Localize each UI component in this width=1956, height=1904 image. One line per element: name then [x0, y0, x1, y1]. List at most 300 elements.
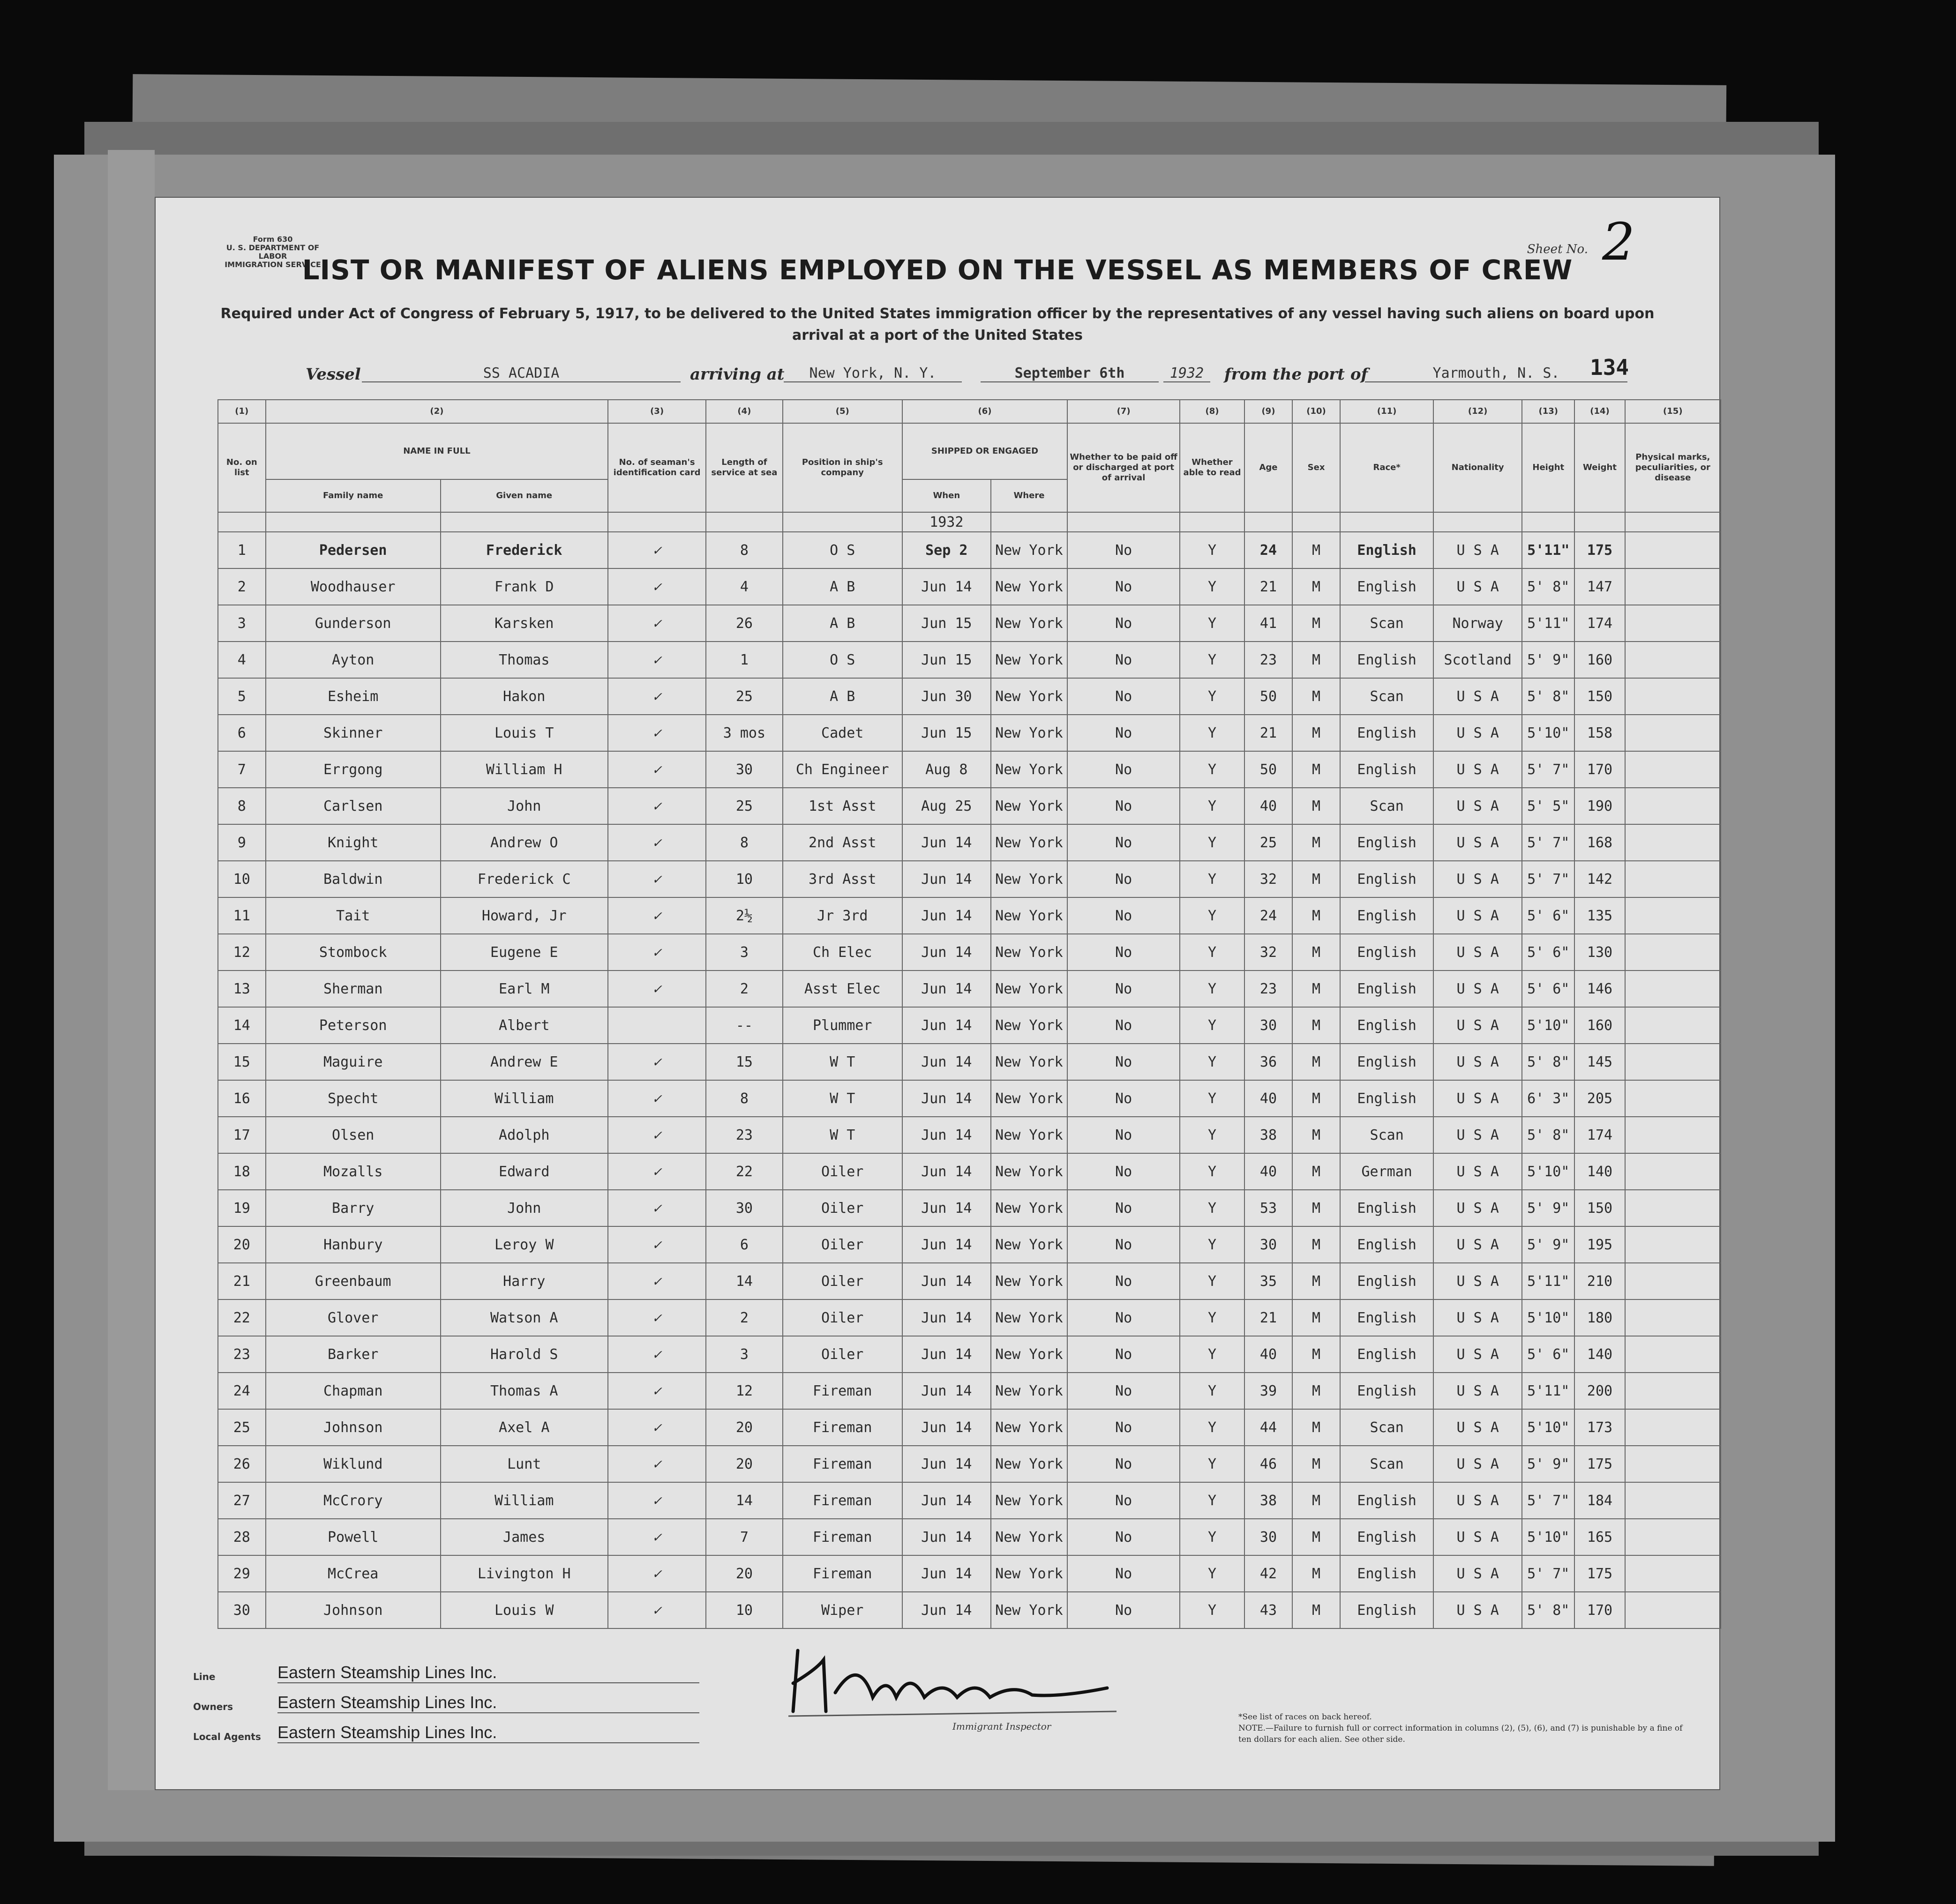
- edge: [156, 1555, 218, 1592]
- physical-marks: [1625, 934, 1721, 971]
- able-to-read: Y: [1180, 1555, 1244, 1592]
- nationality: Scotland: [1433, 642, 1522, 678]
- nationality: U S A: [1433, 1519, 1522, 1555]
- race: English: [1340, 1336, 1433, 1373]
- race: English: [1340, 1592, 1433, 1628]
- sex: M: [1292, 1482, 1340, 1519]
- weight: 175: [1574, 1446, 1625, 1482]
- physical-marks: [1625, 824, 1721, 861]
- weight: 135: [1574, 897, 1625, 934]
- age: 41: [1244, 605, 1292, 642]
- vessel-info-line: [306, 359, 1665, 388]
- physical-marks: [1625, 1299, 1721, 1336]
- shipped-when: Jun 14: [902, 1592, 991, 1628]
- paid-off: No: [1067, 824, 1180, 861]
- table-row: [156, 532, 1721, 568]
- position: Ch Engineer: [783, 751, 902, 788]
- nationality: U S A: [1433, 1592, 1522, 1628]
- shipped-where: New York: [991, 751, 1067, 788]
- family-name: Hanbury: [266, 1226, 441, 1263]
- edge: [156, 1190, 218, 1226]
- able-to-read: Y: [1180, 605, 1244, 642]
- physical-marks: [1625, 1117, 1721, 1153]
- vessel-label: Vessel: [306, 365, 361, 384]
- race: English: [1340, 1080, 1433, 1117]
- header-race: Race*: [1340, 423, 1433, 512]
- table-row: [156, 1482, 1721, 1519]
- edge: [156, 1373, 218, 1409]
- col-number: (15): [1625, 400, 1721, 423]
- edge: [156, 824, 218, 861]
- edge: [156, 1299, 218, 1336]
- height: 5' 8": [1522, 1044, 1574, 1080]
- row-number: 30: [218, 1592, 266, 1628]
- race: Scan: [1340, 1446, 1433, 1482]
- age: 35: [1244, 1263, 1292, 1299]
- col-number: (6): [902, 400, 1067, 423]
- position: Oiler: [783, 1226, 902, 1263]
- able-to-read: Y: [1180, 1044, 1244, 1080]
- length-of-service: 12: [706, 1373, 782, 1409]
- nationality: U S A: [1433, 1555, 1522, 1592]
- age: 24: [1244, 532, 1292, 568]
- sex: M: [1292, 1373, 1340, 1409]
- length-of-service: 10: [706, 1592, 782, 1628]
- physical-marks: [1625, 1482, 1721, 1519]
- owners-label: Owners: [193, 1701, 233, 1712]
- physical-marks: [1625, 1153, 1721, 1190]
- row-number: 13: [218, 971, 266, 1007]
- height: 5' 5": [1522, 788, 1574, 824]
- paid-off: No: [1067, 1153, 1180, 1190]
- length-of-service: 6: [706, 1226, 782, 1263]
- paid-off: No: [1067, 1117, 1180, 1153]
- nationality: U S A: [1433, 1336, 1522, 1373]
- table-row: [156, 1153, 1721, 1190]
- race: English: [1340, 568, 1433, 605]
- family-name: Olsen: [266, 1117, 441, 1153]
- vessel-name: SS ACADIA: [362, 365, 681, 382]
- id-card-check: ✓: [608, 1446, 706, 1482]
- family-name: Specht: [266, 1080, 441, 1117]
- length-of-service: 10: [706, 861, 782, 897]
- row-number: 10: [218, 861, 266, 897]
- table-row: [156, 1226, 1721, 1263]
- paid-off: No: [1067, 1409, 1180, 1446]
- shipped-when: Jun 14: [902, 824, 991, 861]
- able-to-read: Y: [1180, 1336, 1244, 1373]
- physical-marks: [1625, 861, 1721, 897]
- line-value: Eastern Steamship Lines Inc.: [277, 1663, 699, 1683]
- header-length-service: Length of service at sea: [706, 423, 782, 512]
- table-row: [156, 1555, 1721, 1592]
- paid-off: No: [1067, 1263, 1180, 1299]
- footer-line-row: [193, 1655, 709, 1685]
- position: Cadet: [783, 715, 902, 751]
- able-to-read: Y: [1180, 971, 1244, 1007]
- physical-marks: [1625, 1044, 1721, 1080]
- given-name: John: [441, 788, 608, 824]
- row-number: 20: [218, 1226, 266, 1263]
- nationality: U S A: [1433, 568, 1522, 605]
- length-of-service: 4: [706, 568, 782, 605]
- edge: [156, 1409, 218, 1446]
- table-row: [156, 1190, 1721, 1226]
- id-card-check: ✓: [608, 1592, 706, 1628]
- edge: [156, 971, 218, 1007]
- edge: [156, 1592, 218, 1628]
- col-number: (9): [1244, 400, 1292, 423]
- id-card-check: ✓: [608, 861, 706, 897]
- shipped-when: Jun 15: [902, 715, 991, 751]
- weight: 170: [1574, 1592, 1625, 1628]
- edge: [156, 715, 218, 751]
- position: Oiler: [783, 1336, 902, 1373]
- shipped-where: New York: [991, 1592, 1067, 1628]
- sex: M: [1292, 1226, 1340, 1263]
- height: 5'10": [1522, 1299, 1574, 1336]
- nationality: U S A: [1433, 751, 1522, 788]
- form-id: Form 630 U. S. DEPARTMENT OF LABOR IMMIGRATION SERVICE: [225, 235, 321, 269]
- given-name: Thomas A: [441, 1373, 608, 1409]
- age: 50: [1244, 678, 1292, 715]
- length-of-service: --: [706, 1007, 782, 1044]
- sheet-total: 134: [1590, 355, 1629, 380]
- table-row: [156, 605, 1721, 642]
- line-label: Line: [193, 1671, 216, 1682]
- header-sex: Sex: [1292, 423, 1340, 512]
- row-number: 27: [218, 1482, 266, 1519]
- position: 2nd Asst: [783, 824, 902, 861]
- age: 40: [1244, 1153, 1292, 1190]
- height: 5'11": [1522, 605, 1574, 642]
- given-name: William: [441, 1482, 608, 1519]
- binding-margin: [108, 150, 155, 1790]
- shipped-where: New York: [991, 605, 1067, 642]
- sex: M: [1292, 824, 1340, 861]
- length-of-service: 3: [706, 934, 782, 971]
- row-number: 6: [218, 715, 266, 751]
- shipped-when: Jun 14: [902, 1190, 991, 1226]
- given-name: Albert: [441, 1007, 608, 1044]
- table-row: [156, 568, 1721, 605]
- position: Fireman: [783, 1519, 902, 1555]
- sex: M: [1292, 1117, 1340, 1153]
- row-number: 1: [218, 532, 266, 568]
- given-name: Lunt: [441, 1446, 608, 1482]
- age: 23: [1244, 642, 1292, 678]
- footer-agents-row: [193, 1715, 709, 1745]
- edge: [156, 1007, 218, 1044]
- weight: 174: [1574, 1117, 1625, 1153]
- length-of-service: 8: [706, 1080, 782, 1117]
- weight: 175: [1574, 532, 1625, 568]
- given-name: Frederick: [441, 532, 608, 568]
- inspector-label: Immigrant Inspector: [952, 1721, 1051, 1732]
- weight: 165: [1574, 1519, 1625, 1555]
- given-name: Watson A: [441, 1299, 608, 1336]
- shipped-when: Jun 30: [902, 678, 991, 715]
- given-name: Eugene E: [441, 934, 608, 971]
- given-name: Adolph: [441, 1117, 608, 1153]
- height: 5' 7": [1522, 824, 1574, 861]
- edge: [156, 1226, 218, 1263]
- page-title: LIST OR MANIFEST OF ALIENS EMPLOYED ON THE VESSEL AS MEMBERS OF CREW: [302, 254, 1573, 286]
- id-card-check: ✓: [608, 1263, 706, 1299]
- agents-label: Local Agents: [193, 1731, 261, 1742]
- family-name: Gunderson: [266, 605, 441, 642]
- family-name: Barker: [266, 1336, 441, 1373]
- sex: M: [1292, 788, 1340, 824]
- row-number: 29: [218, 1555, 266, 1592]
- sex: M: [1292, 605, 1340, 642]
- shipped-when: Jun 14: [902, 1336, 991, 1373]
- race: English: [1340, 715, 1433, 751]
- age: 21: [1244, 715, 1292, 751]
- age: 43: [1244, 1592, 1292, 1628]
- col-number: (4): [706, 400, 782, 423]
- physical-marks: [1625, 1080, 1721, 1117]
- row-number: 26: [218, 1446, 266, 1482]
- col-number: (11): [1340, 400, 1433, 423]
- shipped-when: Sep 2: [902, 532, 991, 568]
- physical-marks: [1625, 751, 1721, 788]
- shipped-when: Jun 14: [902, 1226, 991, 1263]
- edge: [156, 1519, 218, 1555]
- able-to-read: Y: [1180, 824, 1244, 861]
- sex: M: [1292, 751, 1340, 788]
- edge: [156, 568, 218, 605]
- length-of-service: 14: [706, 1263, 782, 1299]
- nationality: Norway: [1433, 605, 1522, 642]
- position: A B: [783, 678, 902, 715]
- paid-off: No: [1067, 1373, 1180, 1409]
- age: 44: [1244, 1409, 1292, 1446]
- shipped-where: New York: [991, 1409, 1067, 1446]
- id-card-check: ✓: [608, 642, 706, 678]
- table-header: [156, 400, 1721, 532]
- arrival-year: 1932: [1163, 365, 1210, 382]
- able-to-read: Y: [1180, 1409, 1244, 1446]
- given-name: Thomas: [441, 642, 608, 678]
- table-row: [156, 678, 1721, 715]
- physical-marks: [1625, 532, 1721, 568]
- weight: 210: [1574, 1263, 1625, 1299]
- race: English: [1340, 1519, 1433, 1555]
- race: English: [1340, 1044, 1433, 1080]
- race: English: [1340, 751, 1433, 788]
- arriving-label: arriving at: [690, 365, 785, 384]
- weight: 168: [1574, 824, 1625, 861]
- nationality: U S A: [1433, 1117, 1522, 1153]
- shipped-where: New York: [991, 1226, 1067, 1263]
- weight: 184: [1574, 1482, 1625, 1519]
- weight: 140: [1574, 1153, 1625, 1190]
- able-to-read: Y: [1180, 715, 1244, 751]
- sex: M: [1292, 1592, 1340, 1628]
- nationality: U S A: [1433, 1080, 1522, 1117]
- table-row: [156, 1263, 1721, 1299]
- length-of-service: 8: [706, 532, 782, 568]
- sex: M: [1292, 532, 1340, 568]
- paid-off: No: [1067, 1336, 1180, 1373]
- race: English: [1340, 1226, 1433, 1263]
- family-name: Errgong: [266, 751, 441, 788]
- weight: 195: [1574, 1226, 1625, 1263]
- family-name: McCrory: [266, 1482, 441, 1519]
- paid-off: No: [1067, 1519, 1180, 1555]
- id-card-check: ✓: [608, 788, 706, 824]
- race: English: [1340, 1373, 1433, 1409]
- row-number: 24: [218, 1373, 266, 1409]
- family-name: Pedersen: [266, 532, 441, 568]
- id-card-check: ✓: [608, 1117, 706, 1153]
- row-number: 22: [218, 1299, 266, 1336]
- height: 5' 8": [1522, 568, 1574, 605]
- row-number: 7: [218, 751, 266, 788]
- given-name: Louis T: [441, 715, 608, 751]
- paid-off: No: [1067, 897, 1180, 934]
- race: German: [1340, 1153, 1433, 1190]
- position: O S: [783, 642, 902, 678]
- weight: 145: [1574, 1044, 1625, 1080]
- row-number: 18: [218, 1153, 266, 1190]
- id-card-check: ✓: [608, 751, 706, 788]
- sex: M: [1292, 1007, 1340, 1044]
- row-number: 12: [218, 934, 266, 971]
- nationality: U S A: [1433, 897, 1522, 934]
- sex: M: [1292, 1080, 1340, 1117]
- age: 38: [1244, 1117, 1292, 1153]
- age: 40: [1244, 1336, 1292, 1373]
- position: 1st Asst: [783, 788, 902, 824]
- height: 5' 9": [1522, 1226, 1574, 1263]
- sex: M: [1292, 678, 1340, 715]
- able-to-read: Y: [1180, 897, 1244, 934]
- position: W T: [783, 1117, 902, 1153]
- family-name: Greenbaum: [266, 1263, 441, 1299]
- table-row: [156, 1409, 1721, 1446]
- sex: M: [1292, 715, 1340, 751]
- family-name: Chapman: [266, 1373, 441, 1409]
- family-name: Ayton: [266, 642, 441, 678]
- physical-marks: [1625, 971, 1721, 1007]
- given-name: Livington H: [441, 1555, 608, 1592]
- from-port: Yarmouth, N. S.: [1365, 365, 1627, 382]
- id-card-check: ✓: [608, 1044, 706, 1080]
- height: 5'11": [1522, 1373, 1574, 1409]
- sex: M: [1292, 1190, 1340, 1226]
- header-position: Position in ship's company: [783, 423, 902, 512]
- physical-marks: [1625, 642, 1721, 678]
- id-card-check: ✓: [608, 1519, 706, 1555]
- shipped-when: Jun 14: [902, 1446, 991, 1482]
- year-label: 1932: [902, 512, 991, 532]
- position: W T: [783, 1080, 902, 1117]
- id-card-check: ✓: [608, 715, 706, 751]
- row-number: 17: [218, 1117, 266, 1153]
- weight: 130: [1574, 934, 1625, 971]
- age: 40: [1244, 1080, 1292, 1117]
- table-row: [156, 1007, 1721, 1044]
- paid-off: No: [1067, 1592, 1180, 1628]
- able-to-read: Y: [1180, 1482, 1244, 1519]
- weight: 146: [1574, 971, 1625, 1007]
- given-name: Axel A: [441, 1409, 608, 1446]
- paid-off: No: [1067, 1299, 1180, 1336]
- agents-value: Eastern Steamship Lines Inc.: [277, 1723, 699, 1743]
- edge: [156, 751, 218, 788]
- position: W T: [783, 1044, 902, 1080]
- position: A B: [783, 605, 902, 642]
- edge: [156, 1446, 218, 1482]
- row-number: 5: [218, 678, 266, 715]
- weight: 158: [1574, 715, 1625, 751]
- header-able-read: Whether able to read: [1180, 423, 1244, 512]
- length-of-service: 23: [706, 1117, 782, 1153]
- age: 50: [1244, 751, 1292, 788]
- footer-notes: [1238, 1711, 1684, 1745]
- sex: M: [1292, 1409, 1340, 1446]
- able-to-read: Y: [1180, 1263, 1244, 1299]
- weight: 147: [1574, 568, 1625, 605]
- height: 5'10": [1522, 1519, 1574, 1555]
- shipped-when: Jun 14: [902, 1007, 991, 1044]
- col-number: (1): [218, 400, 266, 423]
- able-to-read: Y: [1180, 1373, 1244, 1409]
- able-to-read: Y: [1180, 532, 1244, 568]
- paid-off: No: [1067, 532, 1180, 568]
- shipped-where: New York: [991, 1007, 1067, 1044]
- table-row: [156, 1592, 1721, 1628]
- able-to-read: Y: [1180, 751, 1244, 788]
- family-name: Knight: [266, 824, 441, 861]
- position: Fireman: [783, 1373, 902, 1409]
- table-row: [156, 861, 1721, 897]
- age: 30: [1244, 1226, 1292, 1263]
- age: 30: [1244, 1007, 1292, 1044]
- sex: M: [1292, 1153, 1340, 1190]
- family-name: Wiklund: [266, 1446, 441, 1482]
- nationality: U S A: [1433, 934, 1522, 971]
- shipped-where: New York: [991, 971, 1067, 1007]
- id-card-check: ✓: [608, 1409, 706, 1446]
- col-number: (13): [1522, 400, 1574, 423]
- sex: M: [1292, 1044, 1340, 1080]
- nationality: U S A: [1433, 532, 1522, 568]
- age: 23: [1244, 971, 1292, 1007]
- race: Scan: [1340, 1117, 1433, 1153]
- shipped-where: New York: [991, 1117, 1067, 1153]
- shipped-when: Jun 14: [902, 897, 991, 934]
- paid-off: No: [1067, 605, 1180, 642]
- paid-off: No: [1067, 1007, 1180, 1044]
- header-shipped: SHIPPED OR ENGAGED: [902, 423, 1067, 479]
- table-row: [156, 1336, 1721, 1373]
- family-name: Carlsen: [266, 788, 441, 824]
- able-to-read: Y: [1180, 642, 1244, 678]
- sex: M: [1292, 568, 1340, 605]
- shipped-when: Jun 15: [902, 642, 991, 678]
- age: 21: [1244, 1299, 1292, 1336]
- shipped-when: Jun 14: [902, 1263, 991, 1299]
- nationality: U S A: [1433, 715, 1522, 751]
- paid-off: No: [1067, 788, 1180, 824]
- shipped-where: New York: [991, 1336, 1067, 1373]
- height: 6' 3": [1522, 1080, 1574, 1117]
- sex: M: [1292, 642, 1340, 678]
- height: 5' 9": [1522, 1446, 1574, 1482]
